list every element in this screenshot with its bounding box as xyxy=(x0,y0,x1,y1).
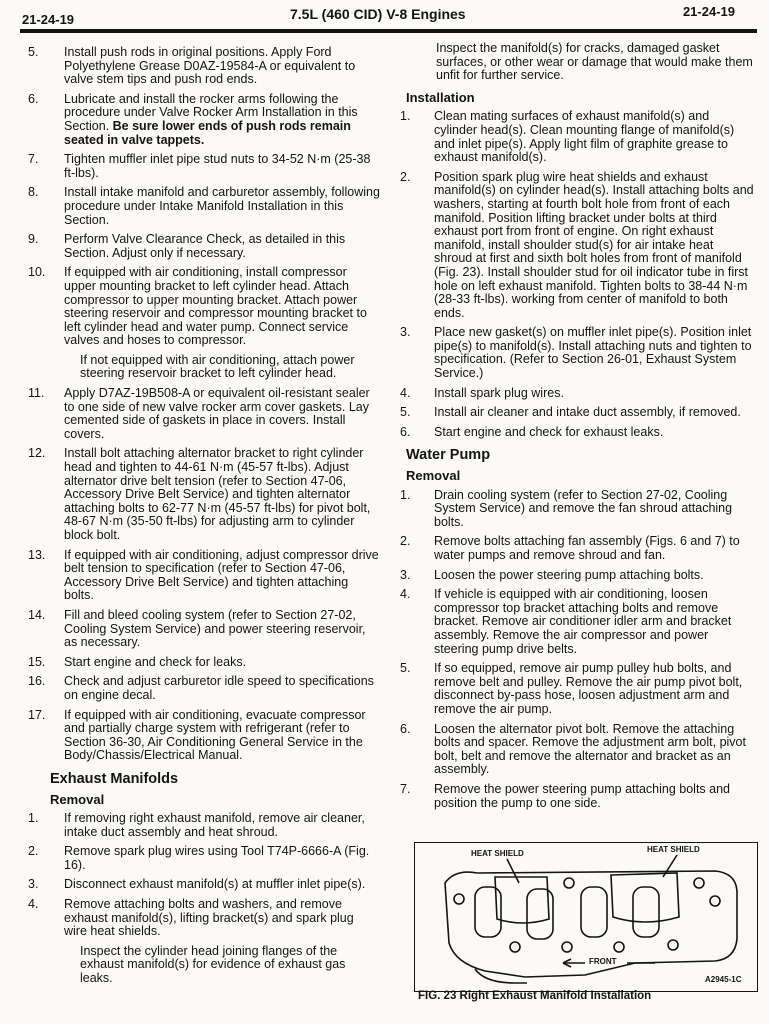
right-column xyxy=(396,42,754,816)
reassembly-steps-b xyxy=(20,387,380,763)
section-heading-water-pump: Water Pump xyxy=(406,447,491,464)
heat-shield-label-left: HEAT SHIELD xyxy=(471,849,524,858)
step-text: Perform Valve Clearance Check, as detailed in this Section. Adjust only if necessary. xyxy=(64,232,346,260)
step-text: Remove the power steering pump attaching bolts and position the pump to one side. xyxy=(434,781,731,810)
step-number: 4. xyxy=(400,587,411,602)
list-item xyxy=(396,110,754,164)
list-item xyxy=(20,93,380,147)
list-item xyxy=(20,153,380,180)
step-number: 7. xyxy=(400,781,411,796)
list-item xyxy=(396,426,754,440)
figure-exhaust-manifold xyxy=(414,842,758,992)
step-number: 1. xyxy=(28,811,39,826)
step-number: 5. xyxy=(400,661,411,676)
step-text: Install spark plug wires. xyxy=(434,385,564,400)
step-number: 8. xyxy=(28,185,39,200)
step-number: 14. xyxy=(28,607,46,622)
step-number: 12. xyxy=(28,446,46,461)
step-number: 4. xyxy=(400,385,411,400)
figure-code: A2945-1C xyxy=(705,975,742,984)
step-text: Tighten muffler inlet pipe stud nuts to 34-52 N·m (25-38 ft-lbs). xyxy=(64,152,371,180)
list-item xyxy=(20,878,380,892)
list-item xyxy=(396,783,754,810)
list-item xyxy=(20,549,380,603)
subheading-installation: Installation xyxy=(406,89,475,105)
step-number: 3. xyxy=(400,567,411,582)
list-item xyxy=(20,845,380,872)
list-item xyxy=(396,171,754,321)
list-item xyxy=(396,588,754,656)
front-label: FRONT xyxy=(589,957,617,966)
step-text: Remove spark plug wires using Tool T74P-6666-A (Fig. 16). xyxy=(64,844,370,872)
reassembly-steps-a xyxy=(20,46,380,348)
exhaust-removal-steps xyxy=(20,812,380,939)
step-number: 3. xyxy=(400,325,411,340)
step-number: 3. xyxy=(28,877,39,892)
step-note: If not equipped with air conditioning, attach power steering reservoir bracket to left cylinder head. xyxy=(80,352,355,381)
step-number: 2. xyxy=(28,844,39,859)
list-item xyxy=(20,387,380,441)
step-text: Install bolt attaching alternator bracket to right cylinder head and tighten to 44-61 N·m (45-57 ft-lbs). Adjust alternator drive belt tension (refer to Section 47-06, Accessory Drive Belt Service) and tighten alternator attaching bolts to 62-77 N·m (45-57 ft-lbs) for pivot bolt, 48-67 N·m (35-50 ft-lbs) for adjusting arm to cylinder block bolt. xyxy=(64,446,371,542)
page-number-left: 21-24-19 xyxy=(22,12,75,27)
step-number: 6. xyxy=(400,721,411,736)
list-item xyxy=(20,266,380,348)
list-item xyxy=(396,662,754,716)
list-item xyxy=(20,609,380,650)
step-text: Apply D7AZ-19B508-A or equivalent oil-resistant sealer to one side of new valve rocker arm cover gaskets. Lay cemented side of gaskets in place in covers. Install covers. xyxy=(64,386,370,441)
step-text: If vehicle is equipped with air conditioning, loosen compressor top bracket attaching bolts and remove bracket. Remove air conditioner idler arm and bracket assembly. Remove the air compressor and power steering pump drive belts. xyxy=(434,587,732,656)
list-item xyxy=(396,723,754,777)
step-text: Start engine and check for exhaust leaks. xyxy=(434,424,664,439)
step-number: 1. xyxy=(400,487,411,502)
installation-steps xyxy=(396,110,754,439)
step-number: 2. xyxy=(400,534,411,549)
step-number: 13. xyxy=(28,547,46,562)
step-text: Drain cooling system (refer to Section 27-02, Cooling System Service) and remove the fan shroud attaching bolts. xyxy=(434,487,733,529)
step-text: Place new gasket(s) on muffler inlet pipe(s). Position inlet pipe(s) to manifold(s). Install attaching nuts and tighten to specification. (Refer to Section 26-01, Exhaust System Service.) xyxy=(434,325,752,381)
step-text: If so equipped, remove air pump pulley hub bolts, and remove belt and pulley. Remove the air pump pivot bolt, disconnect by-pass hose, loosen adjustment arm and remove the air pump. xyxy=(434,661,743,716)
step-text: If equipped with air conditioning, adjust compressor drive belt tension to specification (refer to Section 47-06, Accessory Drive Belt Service) and tighten attaching bolts. xyxy=(64,547,379,603)
step-text: Remove bolts attaching fan assembly (Figs. 6 and 7) to water pumps and remove shroud and fan. xyxy=(434,534,740,562)
list-item xyxy=(20,186,380,227)
list-item xyxy=(396,569,754,583)
step-number: 5. xyxy=(28,45,39,59)
step-number: 16. xyxy=(28,674,46,689)
step-number: 9. xyxy=(28,232,39,247)
step-text: Install push rods in original positions. Apply Ford Polyethylene Grease D0AZ-19584-A or equivalent to valve stem tips and push rod ends. xyxy=(64,45,356,87)
list-item xyxy=(20,656,380,670)
step-text: Install intake manifold and carburetor assembly, following procedure under Intake Manifold Installation in this Section. xyxy=(64,185,380,227)
step-number: 5. xyxy=(400,405,411,420)
figure-caption: FIG. 23 Right Exhaust Manifold Installation xyxy=(418,990,652,1002)
step-text: Position spark plug wire heat shields and exhaust manifold(s) on cylinder head(s). Install attaching bolts and washers, starting at fourth bolt hole from front of each manifold. Position lifting bracket under bolts at third exhaust port from front of engine. On right exhaust manifold, install shoulder stud(s) for air intake heat shroud at first and sixth bolt holes from front of manifold (Fig. 23). Install shoulder stud for oil indicator tube in first hole on left exhaust manifold. Tighten bolts to 38-44 N·m (28-33 ft-lbs). working from center of manifold to both ends. xyxy=(434,169,754,320)
step-text: If equipped with air conditioning, evacuate compressor and partially charge system with refrigerant (refer to Section 36-30, Air Conditioning General Service in the Body/Chassis/Electrical Manual. xyxy=(64,707,366,763)
subheading-removal: Removal xyxy=(406,468,461,484)
step-text: Install air cleaner and intake duct assembly, if removed. xyxy=(434,405,741,420)
list-item xyxy=(396,326,754,380)
list-item xyxy=(20,46,380,87)
step-text: Loosen the alternator pivot bolt. Remove the attaching bolts and spacer. Remove the adjustment arm bolt, pivot bolt, belt and remove the alternator and bracket as an assembly. xyxy=(434,721,746,777)
step-text: Disconnect exhaust manifold(s) at muffler inlet pipe(s). xyxy=(64,877,366,892)
step-text: Start engine and check for leaks. xyxy=(64,654,247,669)
list-item xyxy=(20,233,380,260)
step-text: Fill and bleed cooling system (refer to Section 27-02, Cooling System Service) and power steering reservoir, as necessary. xyxy=(64,607,366,650)
exhaust-manifold-drawing xyxy=(415,843,757,991)
step-number: 10. xyxy=(28,265,46,280)
step-text: If removing right exhaust manifold, remove air cleaner, intake duct assembly and heat shroud. xyxy=(64,811,365,839)
step-text: Check and adjust carburetor idle speed to specifications on engine decal. xyxy=(64,674,374,702)
inspection-paragraph: Inspect the manifold(s) for cracks, damaged gasket surfaces, or other wear or damage that would make them unfit for further service. xyxy=(436,41,753,83)
step-number: 7. xyxy=(28,152,39,167)
page-number-right: 21-24-19 xyxy=(682,4,735,19)
page-title: 7.5L (460 CID) V-8 Engines xyxy=(290,6,466,22)
list-item xyxy=(20,709,380,763)
step-number: 2. xyxy=(400,169,411,184)
list-item xyxy=(396,387,754,401)
list-item xyxy=(396,489,754,530)
step-number: 11. xyxy=(28,386,45,401)
step-number: 6. xyxy=(28,91,39,106)
step-number: 17. xyxy=(28,707,46,722)
list-item xyxy=(20,675,380,702)
step-emphasis: Be sure lower ends of push rods remain seated in valve tappets. xyxy=(64,118,351,147)
page-header xyxy=(0,0,769,40)
step-number: 1. xyxy=(400,109,411,124)
left-column xyxy=(20,46,380,992)
header-rule xyxy=(20,29,757,33)
list-item xyxy=(20,898,380,939)
step-text: Loosen the power steering pump attaching bolts. xyxy=(434,567,704,582)
removal-note: Inspect the cylinder head joining flanges of the exhaust manifold(s) for evidence of exhaust gas leaks. xyxy=(80,943,346,986)
subheading-removal: Removal xyxy=(50,791,105,807)
list-item xyxy=(396,406,754,420)
step-text: Clean mating surfaces of exhaust manifold(s) and cylinder head(s). Clean mounting flange of manifold(s) and inlet pipe(s). Apply light film of graphite grease to exhaust manifold(s). xyxy=(434,109,735,165)
step-number: 6. xyxy=(400,424,411,439)
section-heading-exhaust-manifolds: Exhaust Manifolds xyxy=(50,770,179,787)
step-text: If equipped with air conditioning, install compressor upper mounting bracket to left cylinder head. Attach compressor to upper mounting bracket. Attach power steering reservoir and compressor mounting bracket to left cylinder head and water pump. Connect service valves and hoses to compressor. xyxy=(64,265,367,348)
list-item xyxy=(396,535,754,562)
step-number: 15. xyxy=(28,654,46,669)
list-item xyxy=(20,812,380,839)
step-number: 4. xyxy=(28,897,39,912)
list-item xyxy=(20,447,380,542)
step-text: Lubricate and install the rocker arms following the procedure under Valve Rocker Arm Installation in this Section. xyxy=(64,91,358,133)
water-pump-removal-steps xyxy=(396,489,754,810)
step-text: Remove attaching bolts and washers, and remove exhaust manifold(s), lifting bracket(s) and spark plug wire heat shields. xyxy=(64,897,354,939)
heat-shield-label-right: HEAT SHIELD xyxy=(647,845,700,854)
